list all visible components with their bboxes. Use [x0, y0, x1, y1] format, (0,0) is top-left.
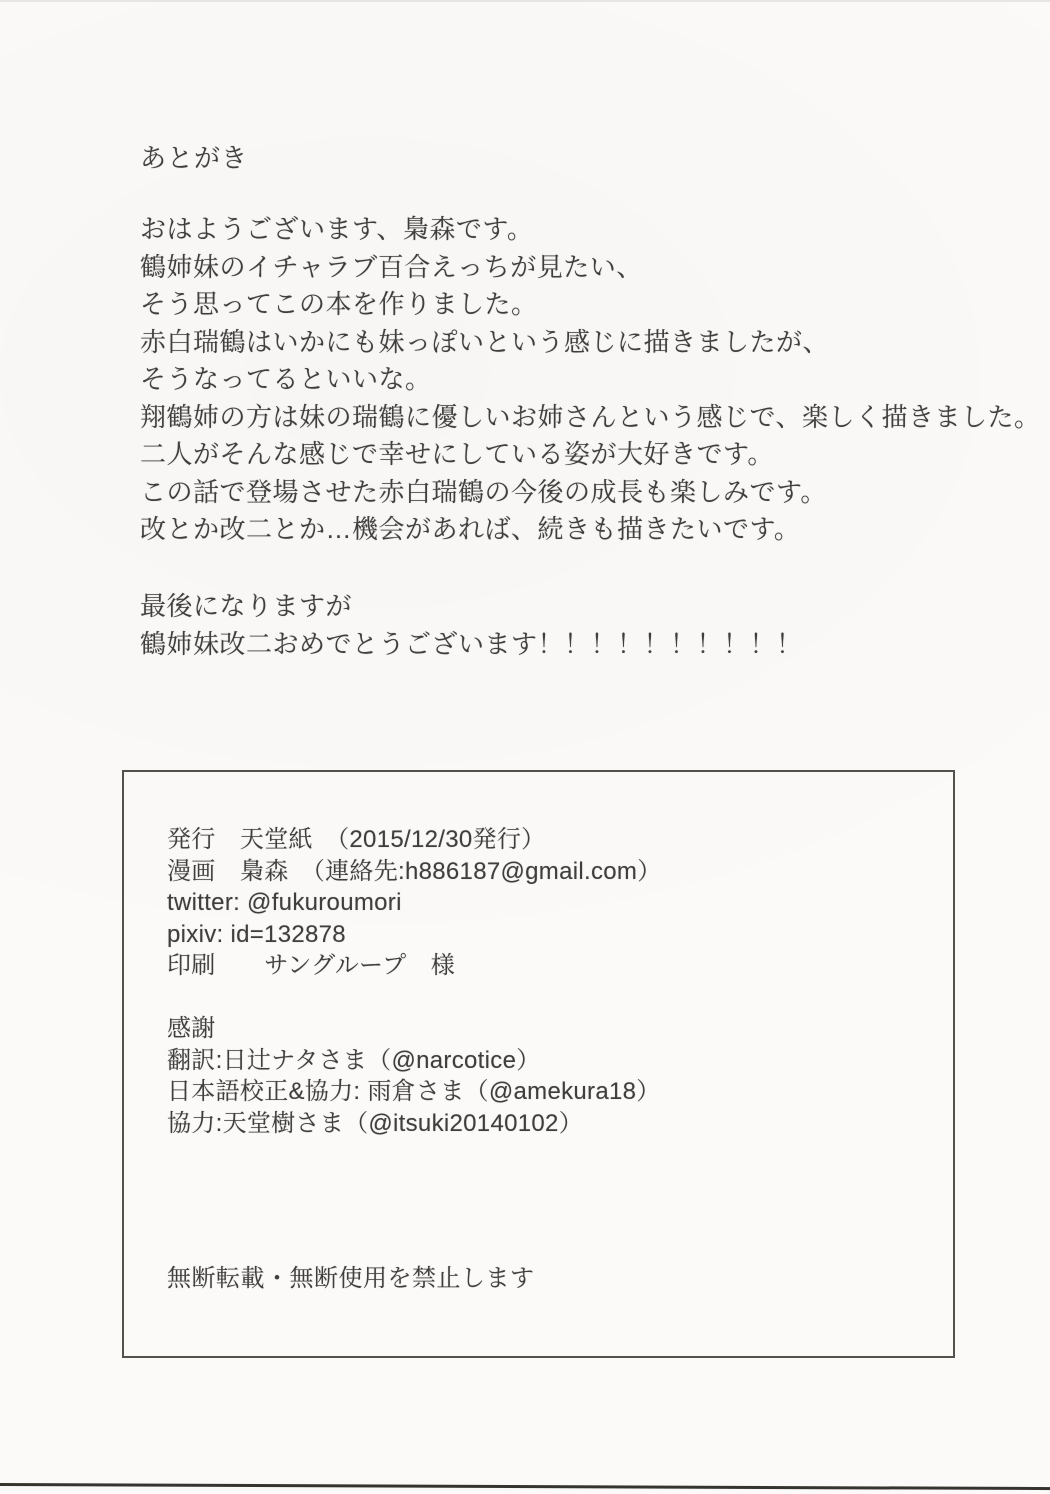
colophon-notice: 無断転載・無断使用を禁止します: [167, 1265, 535, 1292]
colophon-thanks-line: 日本語校正&協力: 雨倉さま（@amekura18）: [167, 1078, 661, 1105]
colophon-credits: [167, 824, 662, 1139]
body-line: そうなってるといいな。: [140, 364, 432, 394]
colophon-box: [122, 770, 955, 1358]
body-line: おはようございます、梟森です。: [140, 214, 534, 244]
colophon-twitter-line: twitter: @fukuroumori: [167, 889, 402, 916]
colophon-printer-line: 印刷 サングループ 様: [167, 952, 455, 979]
body-line: この話で登場させた赤白瑞鶴の今後の成長も楽しみです。: [140, 476, 827, 507]
colophon-thanks-line: 協力:天堂樹さま（@itsuki20140102）: [167, 1109, 583, 1137]
body-line: 鶴姉妹のイチャラブ百合えっちが見たい、: [140, 251, 643, 282]
body-line: 赤白瑞鶴はいかにも妹っぽいという感じに描きましたが、: [140, 326, 830, 357]
scan-edge-top: [0, 0, 1050, 2]
afterword-closing: [140, 588, 803, 663]
scan-edge-bottom: [0, 1483, 1050, 1490]
body-line: そう思ってこの本を作りました。: [140, 289, 538, 319]
body-line: 改とか改二とか…機会があれば、続きも描きたいです。: [140, 514, 801, 544]
body-line: 二人がそんな感じで幸せにしている姿が大好きです。: [140, 439, 774, 469]
closing-line: 最後になりますが: [140, 591, 353, 621]
page-title: あとがき: [140, 143, 249, 173]
colophon-artist-line: 漫画 梟森 （連絡先:h886187@gmail.com）: [167, 857, 662, 885]
body-line: 翔鶴姉の方は妹の瑞鶴に優しいお姉さんという感じで、楽しく描きました。: [140, 401, 1041, 432]
colophon-publisher-line: 発行 天堂紙 （2015/12/30発行）: [167, 826, 546, 853]
colophon-thanks-line: 翻訳:日辻ナタさま（@narcotice）: [167, 1046, 541, 1074]
afterword-body: [140, 211, 1040, 549]
closing-line: 鶴姉妹改二おめでとうございます！！！！！！！！！！: [140, 628, 803, 659]
spacer: [167, 982, 662, 1014]
colophon-pixiv-line: pixiv: id=132878: [167, 920, 346, 948]
colophon-thanks-heading: 感謝: [167, 1015, 216, 1042]
